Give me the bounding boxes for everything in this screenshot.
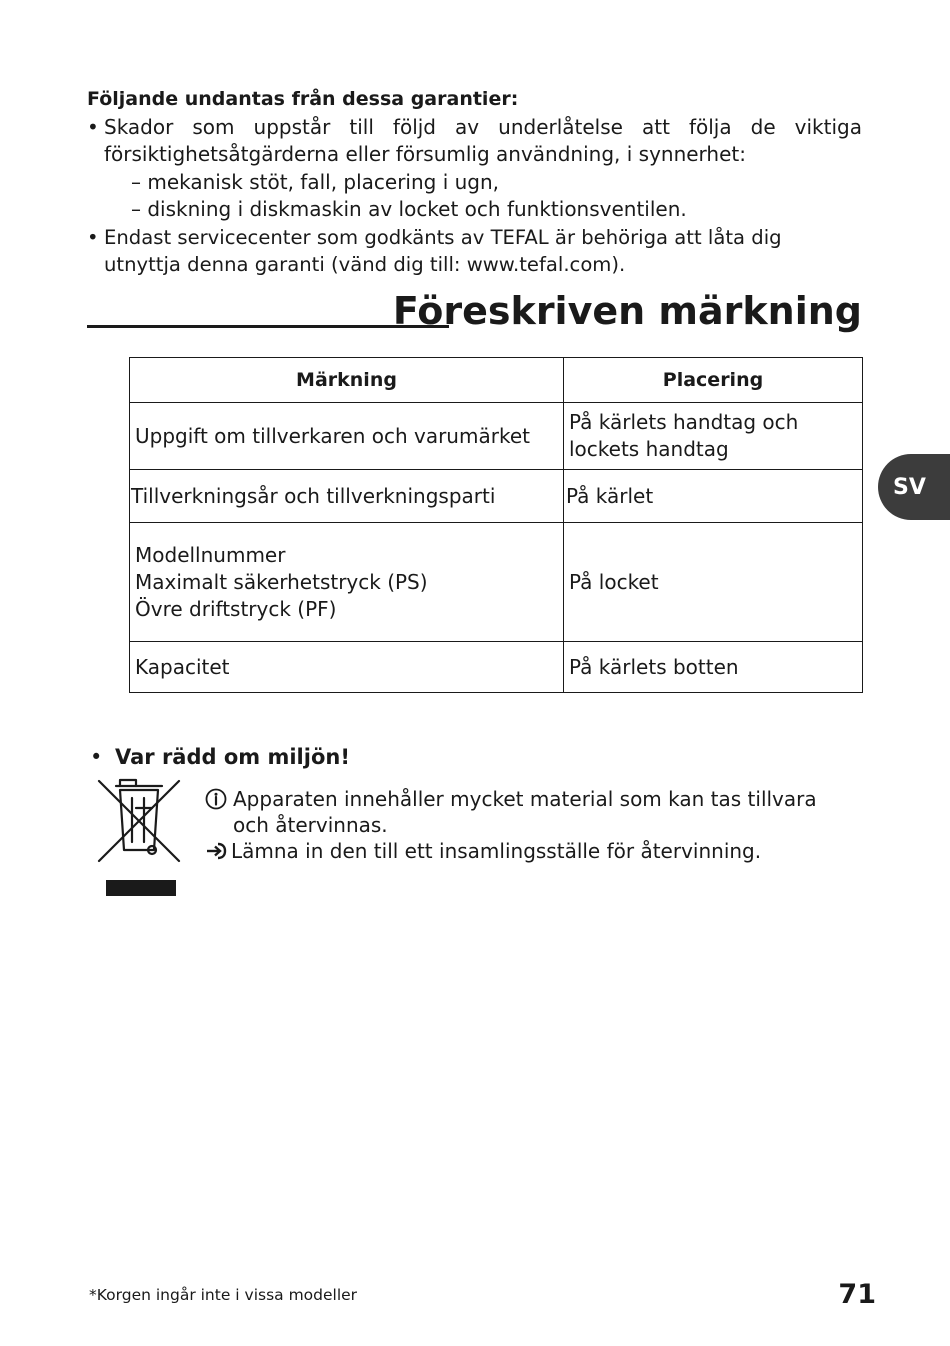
table-header-row [130,358,863,403]
environment-info [205,786,862,864]
footnote: *Korgen ingår inte i vissa modeller [89,1286,358,1304]
bullet: • [90,745,103,769]
action-text: Lämna in den till ett insamlingsställe för återvinning. [231,839,762,863]
marking-cell [130,642,564,693]
crossed-out-wheelie-bin-icon [96,778,182,898]
exclusion-sub-item: – diskning i diskmaskin av locket och funktionsventilen. [131,197,687,221]
cell-line: Kapacitet [135,654,230,679]
info-text-line: Apparaten innehåller mycket material som kan tas tillvara [233,787,817,811]
cell-line: Tillverkningsår och tillverkningsparti [131,483,496,508]
page-number: 71 [838,1279,876,1310]
marking-cell [130,470,564,523]
cell-line: På kärlets handtag och [569,410,799,434]
exclusion-item-text: Skador som uppstår till följd av underlåtelse att följa de viktiga försiktighetsåtgärderna eller försumlig användning, i synnerhet: [104,114,862,166]
exclusions-heading: Följande undantas från dessa garantier: [87,88,519,110]
cell-line: Övre driftstryck (PF) [135,596,337,621]
marking-cell [130,523,564,642]
placement-cell [564,523,863,642]
environment-title [90,742,350,772]
info-text-line: och återvinnas. [233,813,388,837]
language-tab-label: SV [893,474,926,500]
cell-line: Maximalt säkerhetstryck (PS) [135,569,428,594]
cell-line: lockets handtag [569,437,729,461]
section-title: Föreskriven märkning [392,289,862,333]
placement-cell [564,470,863,523]
info-line [205,786,862,838]
environment-title-text: Var rädd om miljön! [115,745,350,769]
cell-line: Uppgift om tillverkaren och varumärket [135,423,530,448]
column-header-marking: Märkning [130,358,564,403]
column-header-placement: Placering [564,358,863,403]
marking-cell [130,403,564,470]
warranty-exclusions [87,86,862,279]
exclusion-item [87,224,862,279]
section-header [87,285,862,335]
info-icon [205,788,227,810]
arrow-right-icon [205,840,227,862]
cell-line: På kärlets botten [569,654,739,679]
bullet: • [87,114,99,139]
exclusion-sub-item: – mekanisk stöt, fall, placering i ugn, [131,169,500,194]
marking-table [129,357,863,693]
exclusion-item [87,114,862,169]
placement-cell [564,642,863,693]
table-row [130,523,863,642]
cell-line: På kärlet [566,483,654,508]
table-row [130,403,863,470]
cell-line: På locket [569,569,659,594]
exclusion-item-text: Endast servicecenter som godkänts av TEFAL är behöriga att låta dig utnyttja denna garanti (vänd dig till: www.tefal.com). [104,225,782,276]
action-line [205,838,862,864]
placement-cell [564,403,863,470]
table-row [130,470,863,523]
language-tab [878,454,950,520]
bullet: • [87,225,99,249]
cell-line: Modellnummer [135,542,286,567]
table-row [130,642,863,693]
